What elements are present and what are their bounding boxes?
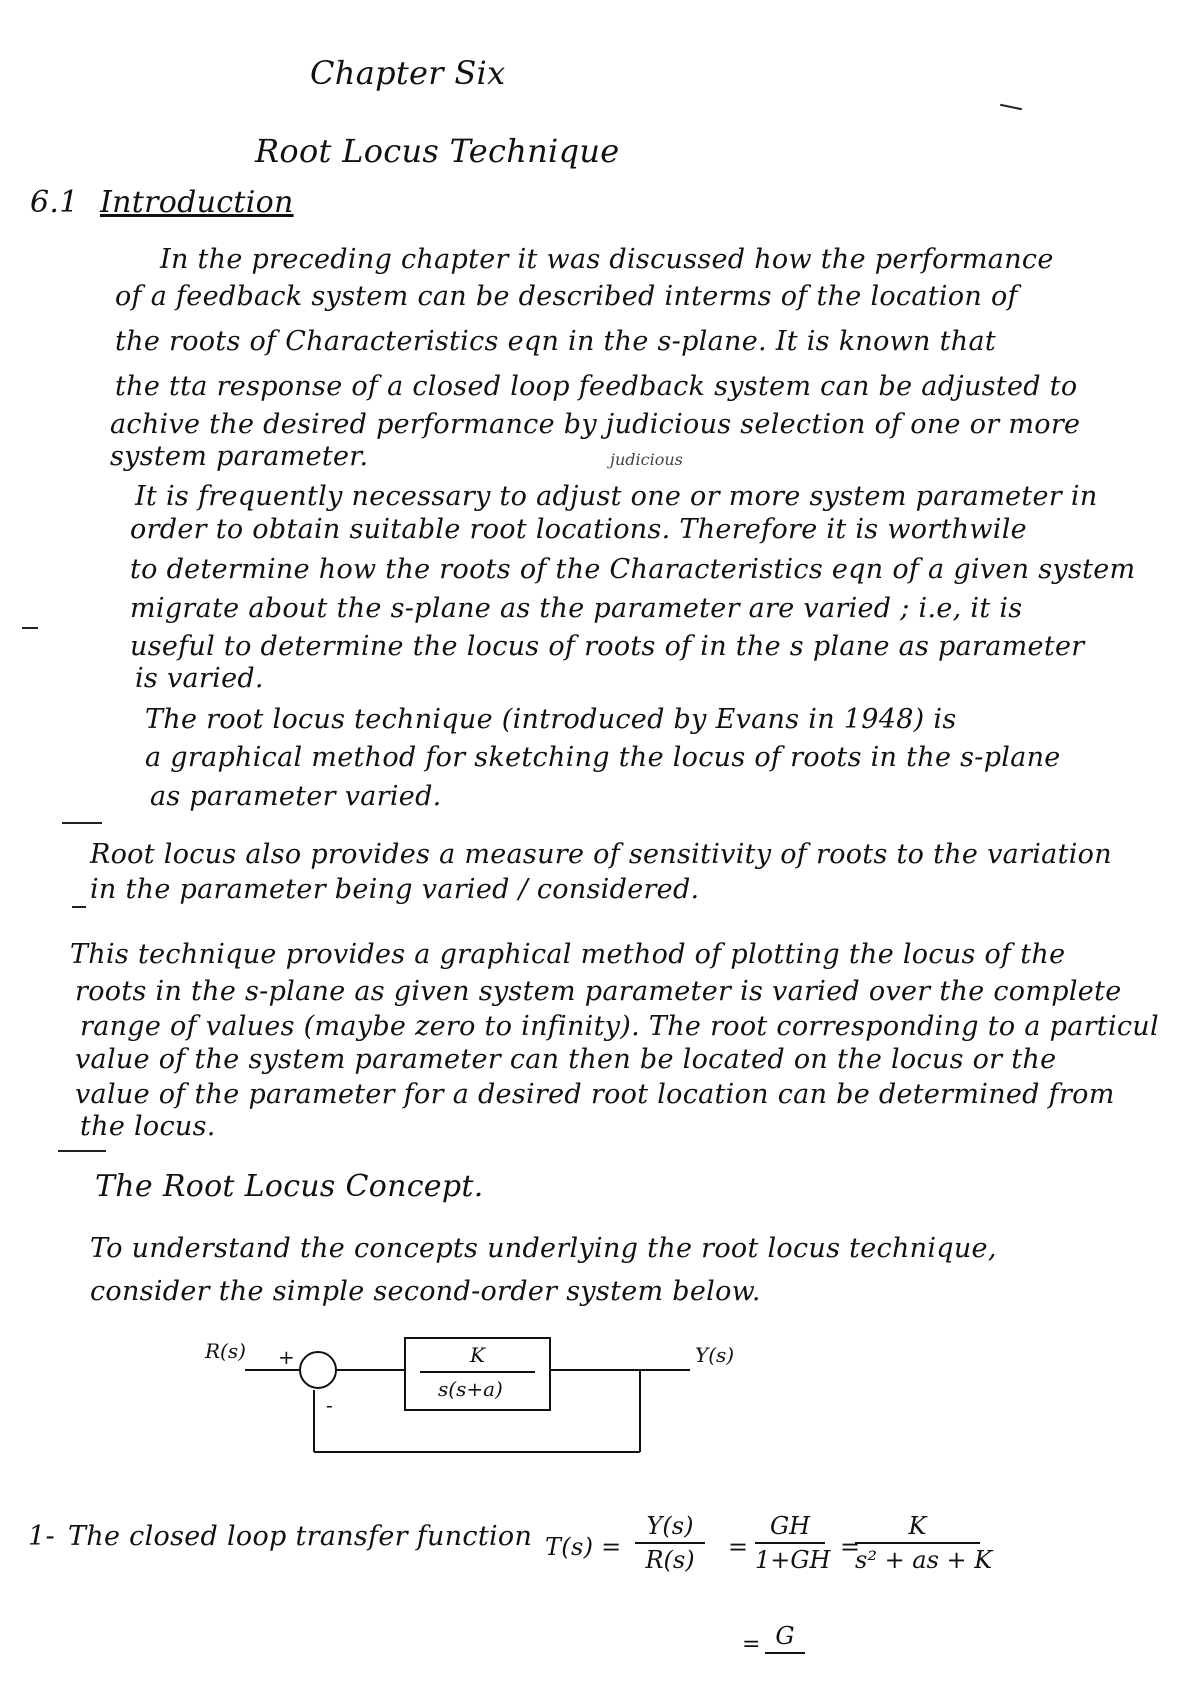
- para1-line: system parameter.: [110, 441, 369, 472]
- margin-mark: [58, 1150, 106, 1152]
- margin-mark: [62, 822, 102, 824]
- margin-mark: [72, 906, 86, 908]
- para2-line: order to obtain suitable root locations. Therefore it is worthwile: [130, 514, 1027, 545]
- para1-line: the tta response of a closed loop feedback system can be adjusted to: [115, 371, 1078, 402]
- para5-line: This technique provides a graphical method of plotting the locus of the: [70, 939, 1066, 970]
- block-diagram: [0, 1330, 1200, 1470]
- tf-denominator: s(s+a): [438, 1377, 503, 1401]
- para2-line: migrate about the s-plane as the parameter are varied ; i.e, it is: [130, 593, 1023, 624]
- para5-line: range of values (maybe zero to infinity). The root corresponding to a particul: [80, 1011, 1159, 1042]
- para3-line: as parameter varied.: [150, 781, 442, 812]
- margin-mark: [1000, 104, 1022, 111]
- margin-note: judicious: [610, 450, 683, 469]
- section-title: Introduction: [100, 185, 294, 220]
- summing-junction: [300, 1352, 336, 1388]
- margin-mark: [22, 627, 38, 629]
- closed-loop-label: The closed loop transfer function: [68, 1521, 533, 1552]
- plus-sign: +: [278, 1345, 295, 1369]
- fraction-k: [855, 1512, 993, 1574]
- fraction-numerator: G: [775, 1622, 795, 1650]
- para1-line: achive the desired performance by judicious selection of one or more: [110, 409, 1081, 440]
- tf-lhs: T(s) =: [545, 1533, 622, 1561]
- para4-line: in the parameter being varied / considered.: [90, 874, 700, 905]
- equals-sign: =: [742, 1632, 761, 1657]
- tf-numerator: K: [470, 1343, 485, 1367]
- fraction-bar: [635, 1542, 705, 1544]
- para3-line: The root locus technique (introduced by Evans in 1948) is: [145, 704, 957, 735]
- fraction-numerator: GH: [769, 1512, 811, 1540]
- para5-line: the locus.: [80, 1111, 216, 1142]
- item-number: 1-: [28, 1521, 55, 1552]
- subheading: The Root Locus Concept.: [95, 1169, 484, 1204]
- fraction-g: [765, 1622, 805, 1656]
- para1-line: of a feedback system can be described interms of the location of: [115, 281, 1018, 312]
- para5-line: value of the parameter for a desired root location can be determined from: [75, 1079, 1115, 1110]
- output-label: Y(s): [695, 1343, 735, 1367]
- para1-line: In the preceding chapter it was discussed how the performance: [160, 244, 1054, 275]
- para5-line: value of the system parameter can then be located on the locus or the: [75, 1044, 1057, 1075]
- fraction-denominator: R(s): [645, 1546, 695, 1574]
- fraction-numerator: K: [908, 1512, 927, 1540]
- para1-line: the roots of Characteristics eqn in the s-plane. It is known that: [115, 326, 996, 357]
- fraction-y-over-r: [635, 1512, 705, 1574]
- para6-line: consider the simple second-order system below.: [90, 1276, 761, 1307]
- equals-sign: =: [840, 1533, 861, 1561]
- equals-sign: =: [728, 1533, 749, 1561]
- fraction-bar: [855, 1542, 980, 1544]
- fraction-bar: [755, 1542, 825, 1544]
- para3-line: a graphical method for sketching the locus of roots in the s-plane: [145, 742, 1061, 773]
- main-title: Root Locus Technique: [255, 132, 620, 170]
- para2-line: is varied.: [135, 663, 264, 694]
- para5-line: roots in the s-plane as given system parameter is varied over the complete: [75, 976, 1122, 1007]
- section-number: 6.1: [30, 185, 79, 220]
- para6-line: To understand the concepts underlying the root locus technique,: [90, 1233, 997, 1264]
- fraction-denominator: 1+GH: [755, 1546, 831, 1574]
- fraction-denominator: s² + as + K: [855, 1546, 993, 1574]
- para2-line: to determine how the roots of the Characteristics eqn of a given system: [130, 554, 1136, 585]
- input-label: R(s): [205, 1339, 246, 1363]
- para2-line: It is frequently necessary to adjust one or more system parameter in: [135, 481, 1098, 512]
- para2-line: useful to determine the locus of roots of in the s plane as parameter: [130, 631, 1085, 662]
- chapter-title: Chapter Six: [310, 54, 506, 92]
- para4-line: Root locus also provides a measure of sensitivity of roots to the variation: [90, 839, 1112, 870]
- fraction-bar: [765, 1652, 805, 1654]
- minus-sign: -: [326, 1393, 333, 1417]
- fraction-numerator: Y(s): [646, 1512, 694, 1540]
- fraction-gh: [755, 1512, 831, 1574]
